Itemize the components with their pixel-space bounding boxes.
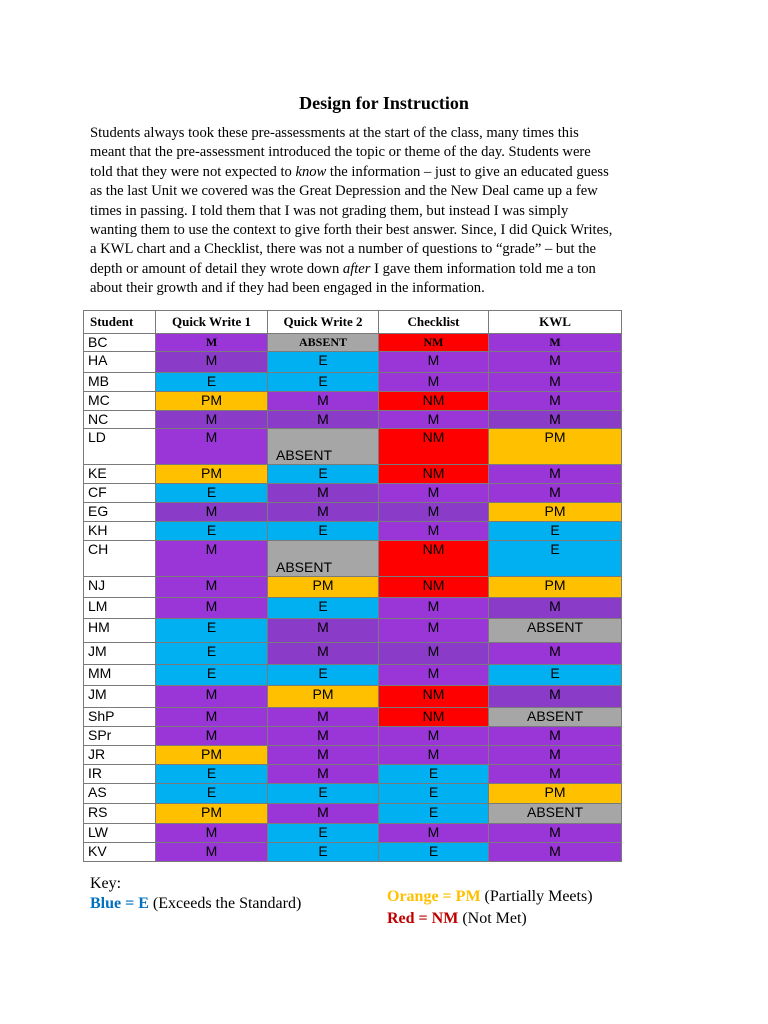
grade-cell bbox=[156, 577, 268, 598]
grade-cell bbox=[489, 665, 622, 686]
grade-cell bbox=[489, 843, 622, 862]
grade-value: M bbox=[317, 746, 329, 762]
key-blue-desc: (Exceeds the Standard) bbox=[148, 895, 302, 912]
grade-value: M bbox=[549, 686, 561, 702]
grade-cell bbox=[489, 484, 622, 503]
grade-value: PM bbox=[544, 577, 566, 593]
grade-value: M bbox=[549, 373, 561, 389]
grade-cell bbox=[156, 541, 268, 577]
grade-cell bbox=[379, 541, 489, 577]
table-row bbox=[84, 522, 622, 541]
grade-value: ABSENT bbox=[526, 804, 583, 820]
grade-cell bbox=[268, 824, 379, 843]
grade-cell bbox=[268, 665, 379, 686]
grade-value: E bbox=[428, 784, 439, 800]
grade-cell bbox=[268, 708, 379, 727]
grade-cell bbox=[156, 665, 268, 686]
grade-value: E bbox=[428, 804, 439, 820]
grade-cell bbox=[156, 392, 268, 411]
grade-cell bbox=[156, 465, 268, 484]
grade-cell bbox=[156, 746, 268, 765]
student-cell: LD bbox=[84, 429, 156, 465]
header-student: Student bbox=[84, 311, 156, 334]
student-cell: KV bbox=[84, 843, 156, 862]
student-cell: RS bbox=[84, 804, 156, 824]
grade-cell bbox=[379, 598, 489, 619]
grade-cell bbox=[156, 411, 268, 429]
grade-cell bbox=[489, 503, 622, 522]
grade-cell bbox=[156, 619, 268, 643]
grade-value: M bbox=[317, 503, 329, 519]
student-cell: AS bbox=[84, 784, 156, 804]
grade-cell bbox=[156, 804, 268, 824]
grade-value: M bbox=[427, 352, 440, 368]
grade-cell bbox=[489, 541, 622, 577]
grade-cell bbox=[379, 522, 489, 541]
grade-value: M bbox=[427, 503, 440, 519]
grade-cell bbox=[268, 465, 379, 484]
grade-cell bbox=[268, 411, 379, 429]
grade-value: M bbox=[427, 824, 440, 840]
grade-cell bbox=[268, 843, 379, 862]
grade-value: M bbox=[549, 411, 561, 427]
grade-cell bbox=[268, 352, 379, 373]
grade-cell bbox=[156, 352, 268, 373]
grade-value: E bbox=[318, 843, 328, 859]
table-row bbox=[84, 665, 622, 686]
grade-value: PM bbox=[201, 392, 222, 408]
grade-cell bbox=[379, 843, 489, 862]
grade-cell bbox=[379, 665, 489, 686]
student-cell: NC bbox=[84, 411, 156, 429]
grade-cell bbox=[489, 686, 622, 708]
table-row bbox=[84, 643, 622, 665]
grade-value: M bbox=[317, 619, 329, 635]
grade-cell bbox=[268, 373, 379, 392]
grade-cell bbox=[268, 619, 379, 643]
grade-value: M bbox=[427, 727, 440, 743]
grade-cell bbox=[489, 465, 622, 484]
grade-cell bbox=[268, 429, 379, 465]
table-row bbox=[84, 411, 622, 429]
intro-paragraph bbox=[90, 124, 678, 299]
grade-cell bbox=[268, 765, 379, 784]
grade-value: M bbox=[549, 335, 561, 349]
grade-value: M bbox=[205, 686, 218, 702]
grade-value: M bbox=[205, 541, 218, 557]
student-cell: IR bbox=[84, 765, 156, 784]
grade-cell bbox=[156, 643, 268, 665]
student-cell: JR bbox=[84, 746, 156, 765]
grade-value: M bbox=[205, 503, 218, 519]
key-orange bbox=[387, 888, 593, 906]
grade-value: E bbox=[318, 522, 328, 538]
table-row bbox=[84, 784, 622, 804]
grade-cell bbox=[156, 824, 268, 843]
grade-cell bbox=[489, 784, 622, 804]
grade-cell bbox=[489, 727, 622, 746]
key-blue bbox=[90, 895, 301, 913]
table-row bbox=[84, 577, 622, 598]
intro-line: times in passing. I told them that I was not grading them, but instead I was simply bbox=[90, 202, 569, 219]
grade-value: M bbox=[317, 765, 329, 781]
intro-line bbox=[90, 163, 678, 182]
grade-value: E bbox=[206, 619, 217, 635]
grade-cell bbox=[379, 352, 489, 373]
grade-value: E bbox=[206, 522, 217, 538]
grade-value: M bbox=[317, 411, 329, 427]
grade-value: E bbox=[318, 665, 328, 681]
grade-value: ABSENT bbox=[298, 335, 348, 349]
grade-value: M bbox=[549, 352, 561, 368]
table-row bbox=[84, 619, 622, 643]
grade-cell bbox=[156, 503, 268, 522]
grade-cell bbox=[489, 598, 622, 619]
grade-cell bbox=[268, 804, 379, 824]
grade-cell bbox=[489, 392, 622, 411]
grade-cell bbox=[156, 334, 268, 352]
grade-value: M bbox=[427, 411, 440, 427]
intro-line: a KWL chart and a Checklist, there was not a number of questions to “grade” – but the bbox=[90, 241, 597, 258]
key-orange-desc: (Partially Meets) bbox=[480, 888, 593, 905]
grade-value: E bbox=[428, 765, 439, 781]
student-cell: HA bbox=[84, 352, 156, 373]
table-row bbox=[84, 708, 622, 727]
grade-cell bbox=[489, 708, 622, 727]
grade-value: M bbox=[317, 708, 329, 724]
grade-value: ABSENT bbox=[276, 447, 333, 463]
grade-cell bbox=[268, 522, 379, 541]
key-red-label: Red = NM bbox=[387, 910, 459, 927]
student-cell: LW bbox=[84, 824, 156, 843]
grade-value: M bbox=[549, 843, 561, 859]
intro-emphasis: know bbox=[295, 163, 327, 180]
grade-value: E bbox=[318, 598, 328, 614]
grade-value: M bbox=[317, 484, 329, 500]
grade-value: M bbox=[205, 843, 218, 859]
header-kwl: KWL bbox=[489, 311, 622, 334]
grade-cell bbox=[379, 765, 489, 784]
key-red bbox=[387, 910, 527, 928]
grade-value: E bbox=[206, 765, 217, 781]
table-row bbox=[84, 843, 622, 862]
page-title: Design for Instruction bbox=[299, 93, 469, 113]
grade-cell bbox=[156, 843, 268, 862]
intro-line bbox=[90, 260, 678, 279]
grade-cell bbox=[268, 503, 379, 522]
grade-cell bbox=[379, 465, 489, 484]
grade-value: M bbox=[317, 804, 329, 820]
table-row bbox=[84, 484, 622, 503]
grade-value: M bbox=[205, 727, 218, 743]
grade-cell bbox=[379, 392, 489, 411]
student-cell: JM bbox=[84, 686, 156, 708]
grade-cell bbox=[489, 804, 622, 824]
grade-value: M bbox=[205, 824, 218, 840]
grade-value: M bbox=[205, 429, 218, 445]
grade-value: M bbox=[205, 708, 218, 724]
grade-value: NM bbox=[422, 465, 445, 481]
table-row bbox=[84, 392, 622, 411]
grade-value: M bbox=[549, 643, 561, 659]
grade-cell bbox=[268, 577, 379, 598]
grade-cell bbox=[268, 541, 379, 577]
intro-text: the information – just to give an educated guess bbox=[326, 163, 609, 180]
grade-value: M bbox=[549, 465, 561, 481]
grade-cell bbox=[379, 619, 489, 643]
grade-cell bbox=[379, 708, 489, 727]
student-cell: HM bbox=[84, 619, 156, 643]
key-red-desc: (Not Met) bbox=[458, 910, 527, 927]
grade-value: E bbox=[206, 643, 217, 659]
grade-cell bbox=[379, 727, 489, 746]
grade-cell bbox=[156, 765, 268, 784]
grade-cell bbox=[489, 352, 622, 373]
student-cell: KE bbox=[84, 465, 156, 484]
grade-cell bbox=[379, 643, 489, 665]
table-row bbox=[84, 334, 622, 352]
table-row bbox=[84, 541, 622, 577]
grade-cell bbox=[156, 429, 268, 465]
intro-line: meant that the pre-assessment introduced the topic or theme of the day. Students were bbox=[90, 144, 591, 161]
student-cell: LM bbox=[84, 598, 156, 619]
table-row bbox=[84, 352, 622, 373]
table-row bbox=[84, 804, 622, 824]
grade-cell bbox=[489, 373, 622, 392]
grade-cell bbox=[156, 727, 268, 746]
grade-value: NM bbox=[422, 686, 445, 702]
grade-cell bbox=[156, 784, 268, 804]
grade-value: E bbox=[428, 843, 439, 859]
grade-cell bbox=[268, 598, 379, 619]
grade-cell bbox=[379, 746, 489, 765]
grade-value: E bbox=[206, 784, 217, 800]
grade-value: ABSENT bbox=[526, 619, 583, 635]
grade-cell bbox=[379, 484, 489, 503]
grade-value: E bbox=[550, 665, 560, 681]
grade-value: E bbox=[318, 465, 328, 481]
grade-value: M bbox=[549, 727, 561, 743]
grade-cell bbox=[379, 824, 489, 843]
grade-value: M bbox=[205, 352, 218, 368]
student-cell: SPr bbox=[84, 727, 156, 746]
grade-cell bbox=[489, 643, 622, 665]
grade-value: PM bbox=[544, 784, 566, 800]
student-cell: BC bbox=[84, 334, 156, 352]
grade-value: M bbox=[205, 335, 218, 349]
grade-cell bbox=[489, 429, 622, 465]
grade-cell bbox=[489, 746, 622, 765]
grade-value: M bbox=[427, 522, 440, 538]
grade-cell bbox=[489, 619, 622, 643]
grade-value: M bbox=[549, 746, 561, 762]
grade-cell bbox=[268, 686, 379, 708]
grade-value: NM bbox=[422, 708, 445, 724]
grade-value: M bbox=[427, 619, 440, 635]
grade-cell bbox=[379, 503, 489, 522]
intro-text: I gave them information told me a ton bbox=[370, 260, 596, 277]
header-checklist: Checklist bbox=[379, 311, 489, 334]
grade-cell bbox=[489, 334, 622, 352]
grade-value: E bbox=[318, 824, 328, 840]
grade-cell bbox=[156, 686, 268, 708]
key-orange-label: Orange = PM bbox=[387, 888, 481, 905]
grade-value: M bbox=[205, 577, 218, 593]
student-cell: CF bbox=[84, 484, 156, 503]
grade-value: PM bbox=[544, 503, 566, 519]
grade-value: ABSENT bbox=[276, 559, 333, 575]
grade-cell bbox=[379, 577, 489, 598]
grade-value: NM bbox=[422, 541, 445, 557]
header-quick-write-1: Quick Write 1 bbox=[156, 311, 268, 334]
grade-cell bbox=[268, 643, 379, 665]
grade-cell bbox=[268, 784, 379, 804]
grade-value: M bbox=[427, 373, 440, 389]
grade-cell bbox=[268, 334, 379, 352]
intro-emphasis: after bbox=[342, 260, 371, 277]
grade-value: PM bbox=[312, 577, 334, 593]
grade-cell bbox=[156, 598, 268, 619]
grades-body bbox=[84, 334, 622, 862]
grade-value: E bbox=[318, 784, 328, 800]
grade-value: M bbox=[317, 643, 329, 659]
grade-value: ABSENT bbox=[526, 708, 583, 724]
table-row bbox=[84, 686, 622, 708]
grade-cell bbox=[379, 334, 489, 352]
grade-cell bbox=[268, 484, 379, 503]
student-cell: NJ bbox=[84, 577, 156, 598]
table-row bbox=[84, 465, 622, 484]
grade-value: E bbox=[206, 484, 217, 500]
table-row bbox=[84, 373, 622, 392]
table-row bbox=[84, 746, 622, 765]
intro-line: about their growth and if they had been engaged in the information. bbox=[90, 280, 485, 297]
grade-cell bbox=[489, 411, 622, 429]
grade-cell bbox=[489, 522, 622, 541]
grade-value: M bbox=[549, 484, 561, 500]
student-cell: CH bbox=[84, 541, 156, 577]
student-cell: ShP bbox=[84, 708, 156, 727]
grade-value: NM bbox=[422, 429, 445, 445]
table-row bbox=[84, 727, 622, 746]
grade-cell bbox=[268, 392, 379, 411]
grade-value: M bbox=[317, 392, 329, 408]
intro-line: wanting them to use the context to give forth their best answer. Since, I did Quick Writes, bbox=[90, 222, 613, 239]
key-blue-label: Blue = E bbox=[90, 895, 149, 912]
grade-value: NM bbox=[422, 392, 445, 408]
grade-cell bbox=[268, 727, 379, 746]
grade-cell bbox=[379, 429, 489, 465]
grade-value: PM bbox=[201, 804, 222, 820]
grade-cell bbox=[156, 484, 268, 503]
grade-value: M bbox=[205, 411, 218, 427]
header-quick-write-2: Quick Write 2 bbox=[268, 311, 379, 334]
grade-value: M bbox=[549, 598, 561, 614]
grade-value: E bbox=[206, 373, 217, 389]
grade-value: E bbox=[550, 541, 560, 557]
grade-value: M bbox=[427, 643, 440, 659]
grade-cell bbox=[156, 708, 268, 727]
grade-value: E bbox=[318, 352, 328, 368]
grade-cell bbox=[268, 746, 379, 765]
grade-value: PM bbox=[312, 686, 334, 702]
grade-value: NM bbox=[422, 577, 445, 593]
grade-value: M bbox=[549, 765, 561, 781]
intro-line: Students always took these pre-assessments at the start of the class, many times this bbox=[90, 125, 579, 141]
grades-table bbox=[83, 310, 622, 862]
grade-cell bbox=[489, 765, 622, 784]
table-row bbox=[84, 598, 622, 619]
grade-value: PM bbox=[201, 746, 222, 762]
student-cell: MB bbox=[84, 373, 156, 392]
grade-value: NM bbox=[423, 335, 444, 349]
grade-cell bbox=[156, 522, 268, 541]
grade-cell bbox=[156, 373, 268, 392]
grade-value: PM bbox=[201, 465, 222, 481]
intro-text: told that they were not expected to bbox=[90, 163, 296, 180]
table-header-row bbox=[84, 311, 622, 334]
grade-cell bbox=[379, 373, 489, 392]
key-label: Key: bbox=[90, 875, 122, 892]
grade-cell bbox=[489, 824, 622, 843]
table-row bbox=[84, 429, 622, 465]
intro-line: as the last Unit we covered was the Great Depression and the New Deal came up a few bbox=[90, 183, 598, 200]
table-row bbox=[84, 503, 622, 522]
grade-value: E bbox=[206, 665, 217, 681]
student-cell: KH bbox=[84, 522, 156, 541]
grade-cell bbox=[379, 411, 489, 429]
student-cell: MM bbox=[84, 665, 156, 686]
grade-value: PM bbox=[544, 429, 566, 445]
grade-value: M bbox=[549, 824, 561, 840]
table-row bbox=[84, 765, 622, 784]
grade-cell bbox=[379, 784, 489, 804]
grade-value: M bbox=[317, 727, 329, 743]
intro-text: depth or amount of detail they wrote down bbox=[90, 260, 343, 277]
grade-value: M bbox=[427, 746, 440, 762]
grade-value: M bbox=[205, 598, 218, 614]
table-row bbox=[84, 824, 622, 843]
grade-value: M bbox=[427, 598, 440, 614]
grade-value: E bbox=[318, 373, 328, 389]
grade-cell bbox=[489, 577, 622, 598]
grade-value: E bbox=[550, 522, 560, 538]
student-cell: JM bbox=[84, 643, 156, 665]
grade-value: M bbox=[427, 665, 440, 681]
grade-value: M bbox=[549, 392, 561, 408]
student-cell: EG bbox=[84, 503, 156, 522]
student-cell: MC bbox=[84, 392, 156, 411]
grade-value: M bbox=[427, 484, 440, 500]
grade-cell bbox=[379, 686, 489, 708]
grade-cell bbox=[379, 804, 489, 824]
